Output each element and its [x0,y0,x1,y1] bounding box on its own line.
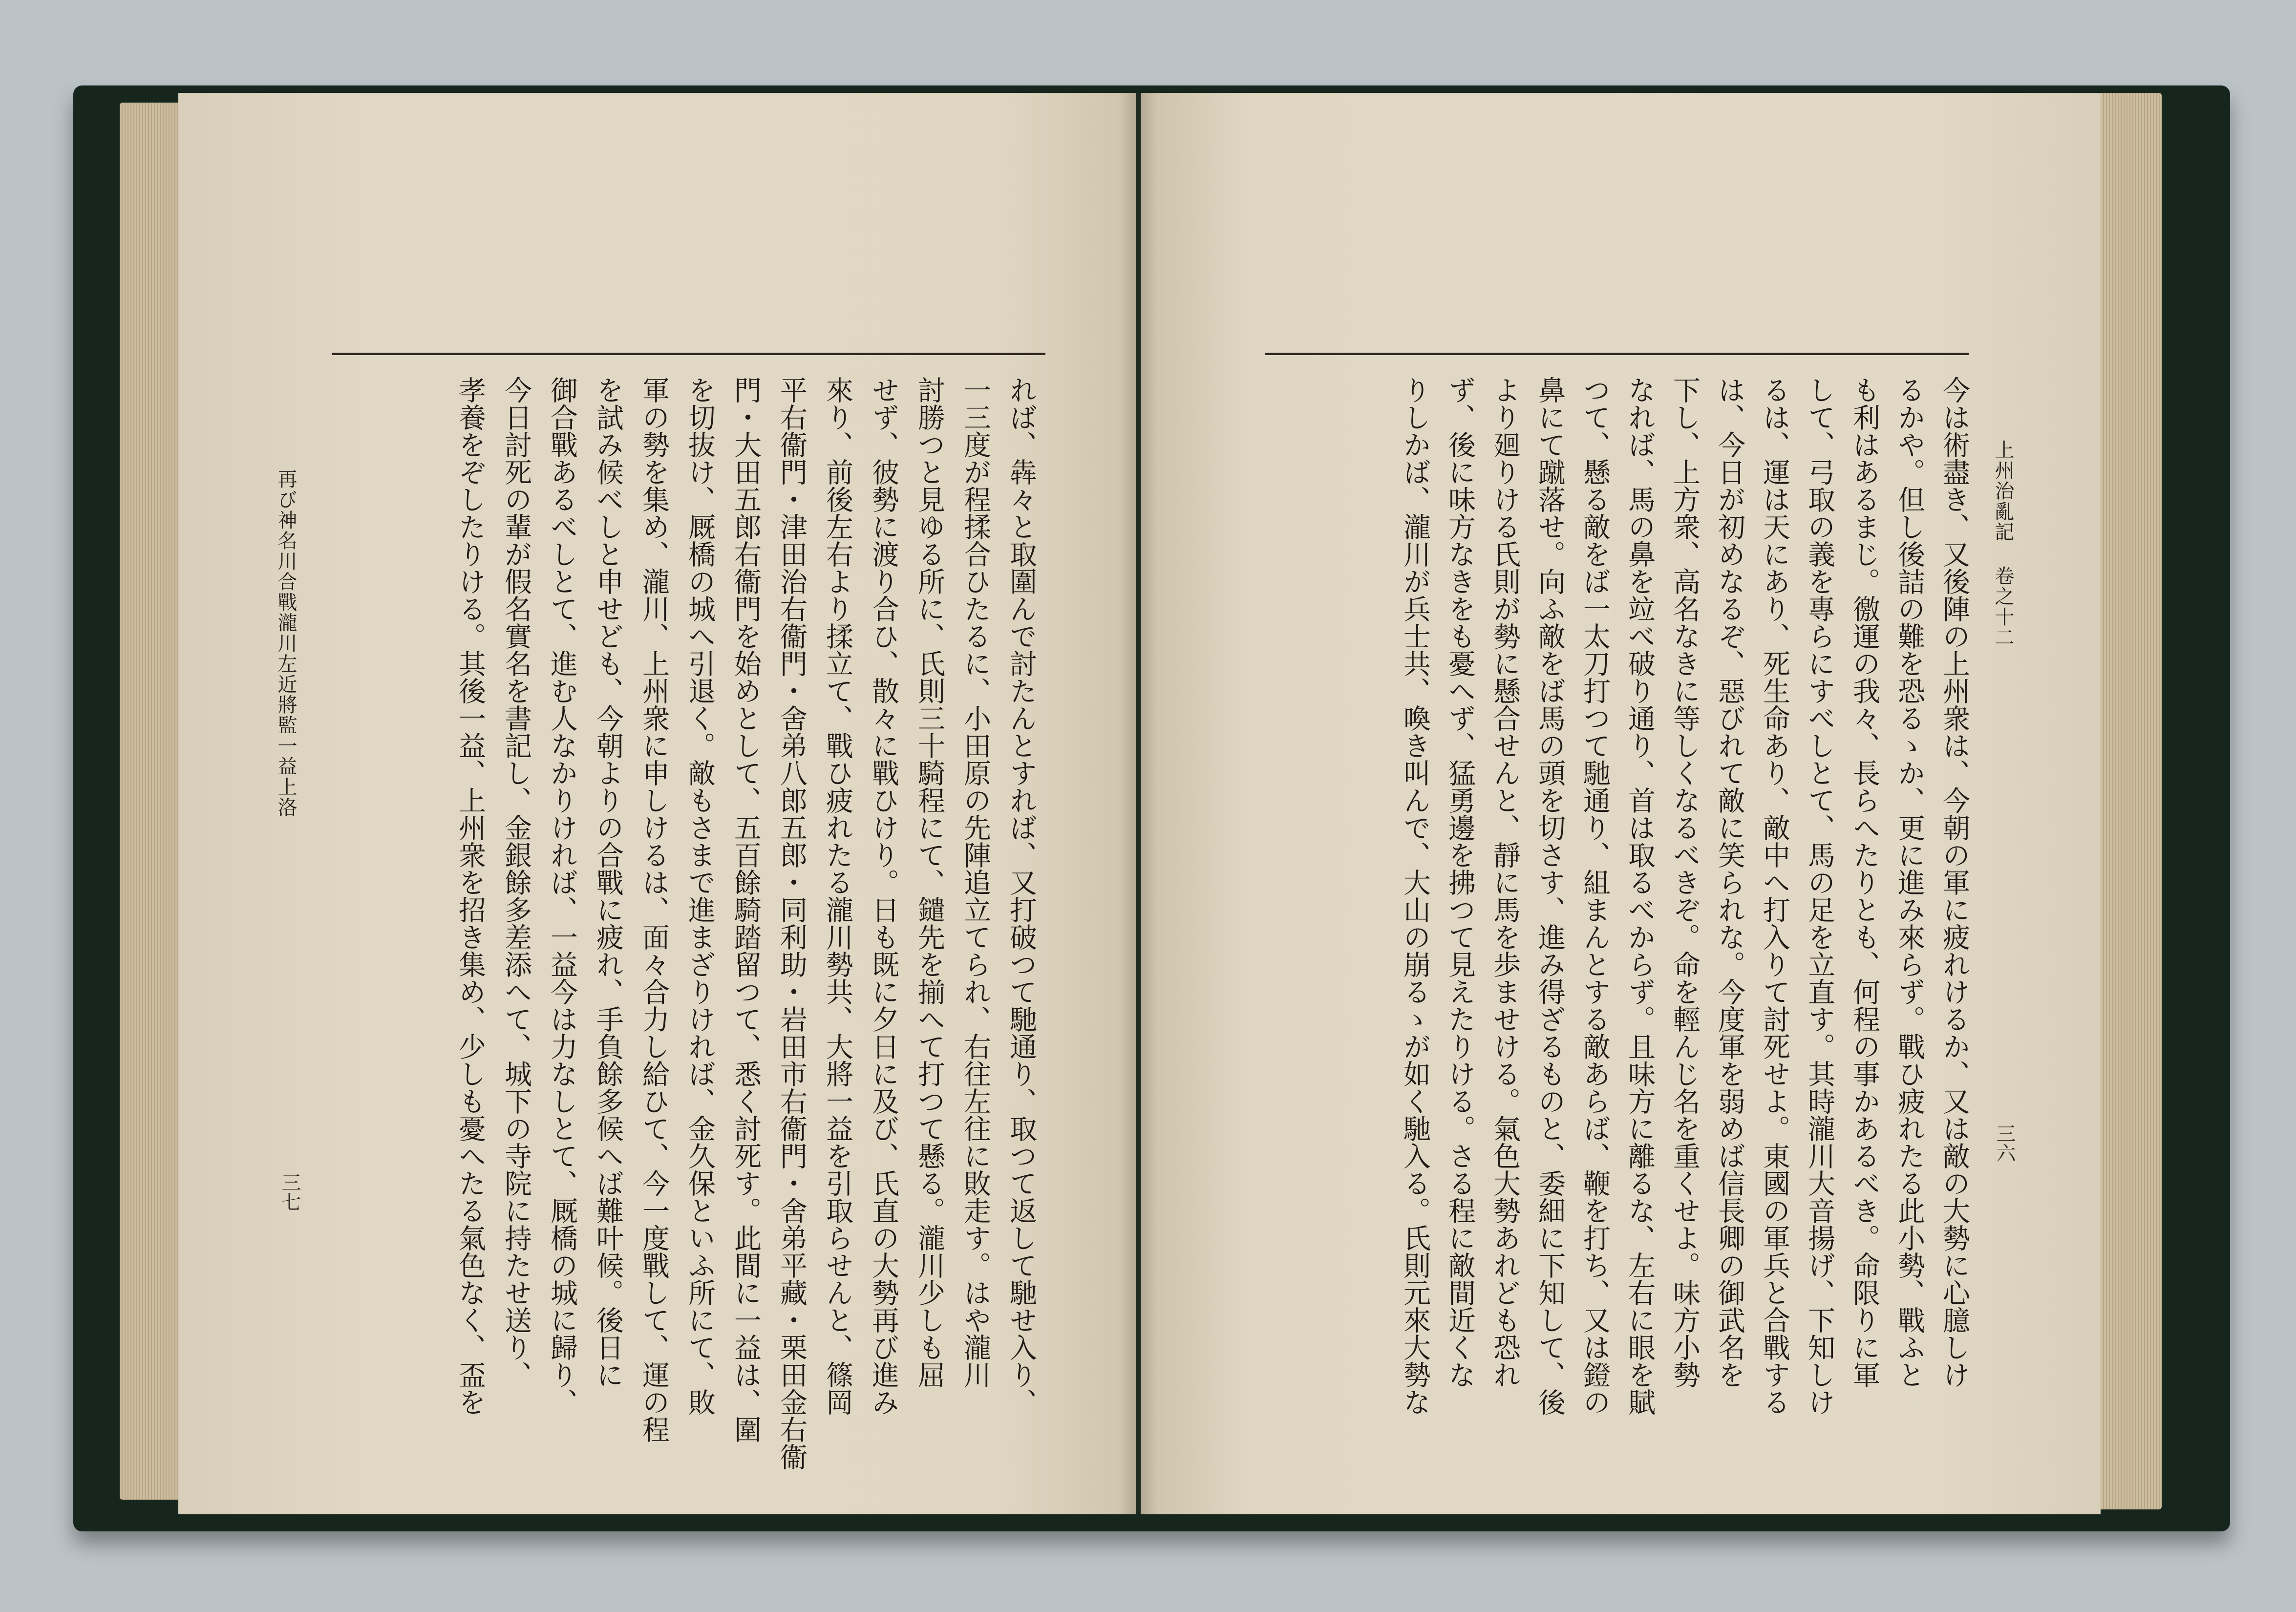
right-col-5: るは、運は天にあり、死生命あり、敵中へ打入りて討死せよ。東國の軍兵と合戰する [1759,376,1790,1416]
right-page-header-rule [1265,353,1969,355]
right-col-1: 今は術盡き、又後陣の上州衆は、今朝の軍に疲れけるか、又は敵の大勢に心臆しけ [1938,376,1970,1388]
left-col-10: を試み候べしと申せども、今朝よりの合戰に疲れ、手負餘多候へば難叶候。後日に [592,376,624,1388]
left-col-2: 一三度が程揉合ひたるに、小田原の先陣追立てられ、右往左往に敗走す。はや瀧川 [959,376,991,1388]
left-col-3: 討勝つと見ゆる所に、氏則三十騎程にて、鑓先を揃へて打つて懸る。瀧川少しも屈 [914,376,945,1388]
left-col-11: 御合戰あるべしとて、進む人なかりければ、一益今は力なしとて、厩橋の城に歸り、 [546,376,578,1416]
left-col-5: 來り、前後左右より揉立て、戰ひ疲れたる瀧川勢共、大將一益を引取らせんと、篠岡 [822,376,853,1416]
page-edges-left [120,103,183,1500]
left-col-6: 平右衞門・津田治右衞門・舍弟八郎五郎・同利助・岩田市右衞門・舍弟平藏・栗田金右衞 [776,376,808,1470]
right-col-6: は、今日が初めなるぞ、惡びれて敵に笑られな。今度軍を弱めば信長卿の御武名を [1714,376,1745,1388]
left-col-1: れば、犇々と取圍んで討たんとすれば、又打破つて馳通り、取つて返して馳せ入り、 [1005,376,1037,1416]
book-gutter [1119,93,1158,1514]
left-col-13: 孝養をぞしたりける。其後一益、上州衆を招き集め、少しも憂へたる氣色なく、盃を [454,376,486,1416]
right-col-3: も利はあるまじ。徼運の我々、長らへたりとも、何程の事かあるべき。命限りに軍 [1849,376,1880,1388]
right-running-head: 上州治亂記 卷之十二 [1992,440,2014,648]
right-col-7: 下し、上方衆、高名なきに等しくなるべきぞ。命を輕んじ名を重くせよ。味方小勢 [1669,376,1701,1388]
left-col-12: 今日討死の輩が假名實名を書記し、金銀餘多差添へて、城下の寺院に持たせ送り、 [500,376,532,1388]
page-edges-right [2098,93,2162,1509]
right-col-13: りしかば、瀧川が兵士共、喚き叫んで、大山の崩るゝが如く馳入る。氏則元來大勢な [1399,376,1431,1416]
right-col-11: より廻りける氏則が勢に懸合せんと、靜に馬を歩ませける。氣色大勢あれども恐れ [1489,376,1521,1388]
left-page-number: 三七 [278,1172,301,1211]
left-col-8: を切抜け、厩橋の城へ引退く。敵もさまで進まざりければ、金久保といふ所にて、敗 [684,376,716,1416]
right-col-10: 鼻にて蹴落せ。向ふ敵をば馬の頭を切さす、進み得ざるものと、委細に下知して、後 [1534,376,1566,1416]
left-col-9: 軍の勢を集め、瀧川、上州衆に申しけるは、面々合力し給ひて、今一度戰して、運の程 [638,376,670,1443]
right-col-4: して、弓取の義を專らにすべしとて、馬の足を立直す。其時瀧川大音揚げ、下知しけ [1804,376,1835,1416]
left-col-4: せず、彼勢に渡り合ひ、散々に戰ひけり。日も既に夕日に及び、氏直の大勢再び進み [868,376,899,1416]
right-page-number: 三六 [1993,1124,2016,1163]
right-col-2: るかや。但し後詰の難を恐るゝか、更に進み來らず。戰ひ疲れたる此小勢、戰ふと [1893,376,1925,1388]
right-col-12: ず、後に味方なきをも憂へず、猛勇邊を拂つて見えたりける。さる程に敵間近くな [1444,376,1476,1388]
right-col-8: なれば、馬の鼻を竝べ破り通り、首は取るべからず。且味方に離るな、左右に眼を賦 [1624,376,1656,1416]
left-col-7: 門・大田五郎右衞門を始めとして、五百餘騎踏留つて、悉く討死す。此間に一益は、圍 [730,376,762,1443]
left-running-head: 再び神名川合戰瀧川左近將監一益上洛 [275,469,297,818]
right-col-9: つて、懸る敵をば一太刀打つて馳通り、組まんとする敵あらば、鞭を打ち、又は鐙の [1579,376,1611,1416]
left-page-header-rule [332,353,1045,355]
